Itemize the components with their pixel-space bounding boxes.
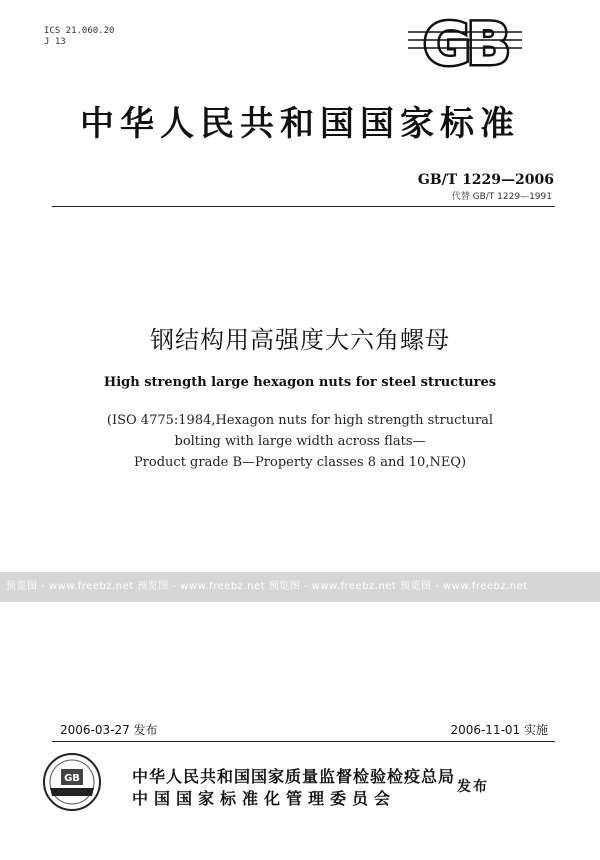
- implementation-date: 2006-11-01 实施: [450, 723, 548, 737]
- issuer-sac: 中国国家标准化管理委员会: [132, 789, 397, 808]
- issue-date: 2006-03-27 发布: [60, 723, 158, 737]
- iso-line-3: Product grade B—Property classes 8 and 10,NEQ): [133, 455, 467, 470]
- footer-divider: [52, 741, 555, 742]
- document-title-en: High strength large hexagon nuts for steel structures: [103, 375, 497, 390]
- gb-logo: [404, 14, 526, 72]
- iso-reference: [0, 410, 600, 473]
- watermark-text: 预览图 - www.freebz.net 预览图 - www.freebz.net 预览图 - www.freebz.net 预览图 - www.freebz.net: [6, 581, 528, 592]
- svg-text:GB: GB: [64, 773, 80, 784]
- iso-line-1: (ISO 4775:1984,Hexagon nuts for high strength structural: [106, 413, 494, 428]
- watermark-band: [0, 572, 600, 602]
- document-title-cn: 钢结构用高强度大六角螺母: [150, 326, 450, 354]
- header-divider: [52, 206, 555, 207]
- standard-number: GB/T 1229—2006: [417, 172, 554, 188]
- ccs-code: J 13: [44, 37, 66, 47]
- replaces-note: 代替 GB/T 1229—1991: [451, 192, 552, 202]
- iso-line-2: bolting with large width across flats—: [174, 434, 426, 449]
- classification-codes: [44, 26, 114, 48]
- publisher-seal-icon: [42, 752, 102, 812]
- ics-code: ICS 21.060.20: [44, 26, 115, 36]
- issuer-aqsiq: 中华人民共和国国家质量监督检验检疫总局: [132, 767, 456, 786]
- gb-logo-text: GB: [423, 14, 507, 72]
- publish-label: 发布: [457, 779, 489, 795]
- national-standard-title: 中华人民共和国国家标准: [80, 104, 520, 144]
